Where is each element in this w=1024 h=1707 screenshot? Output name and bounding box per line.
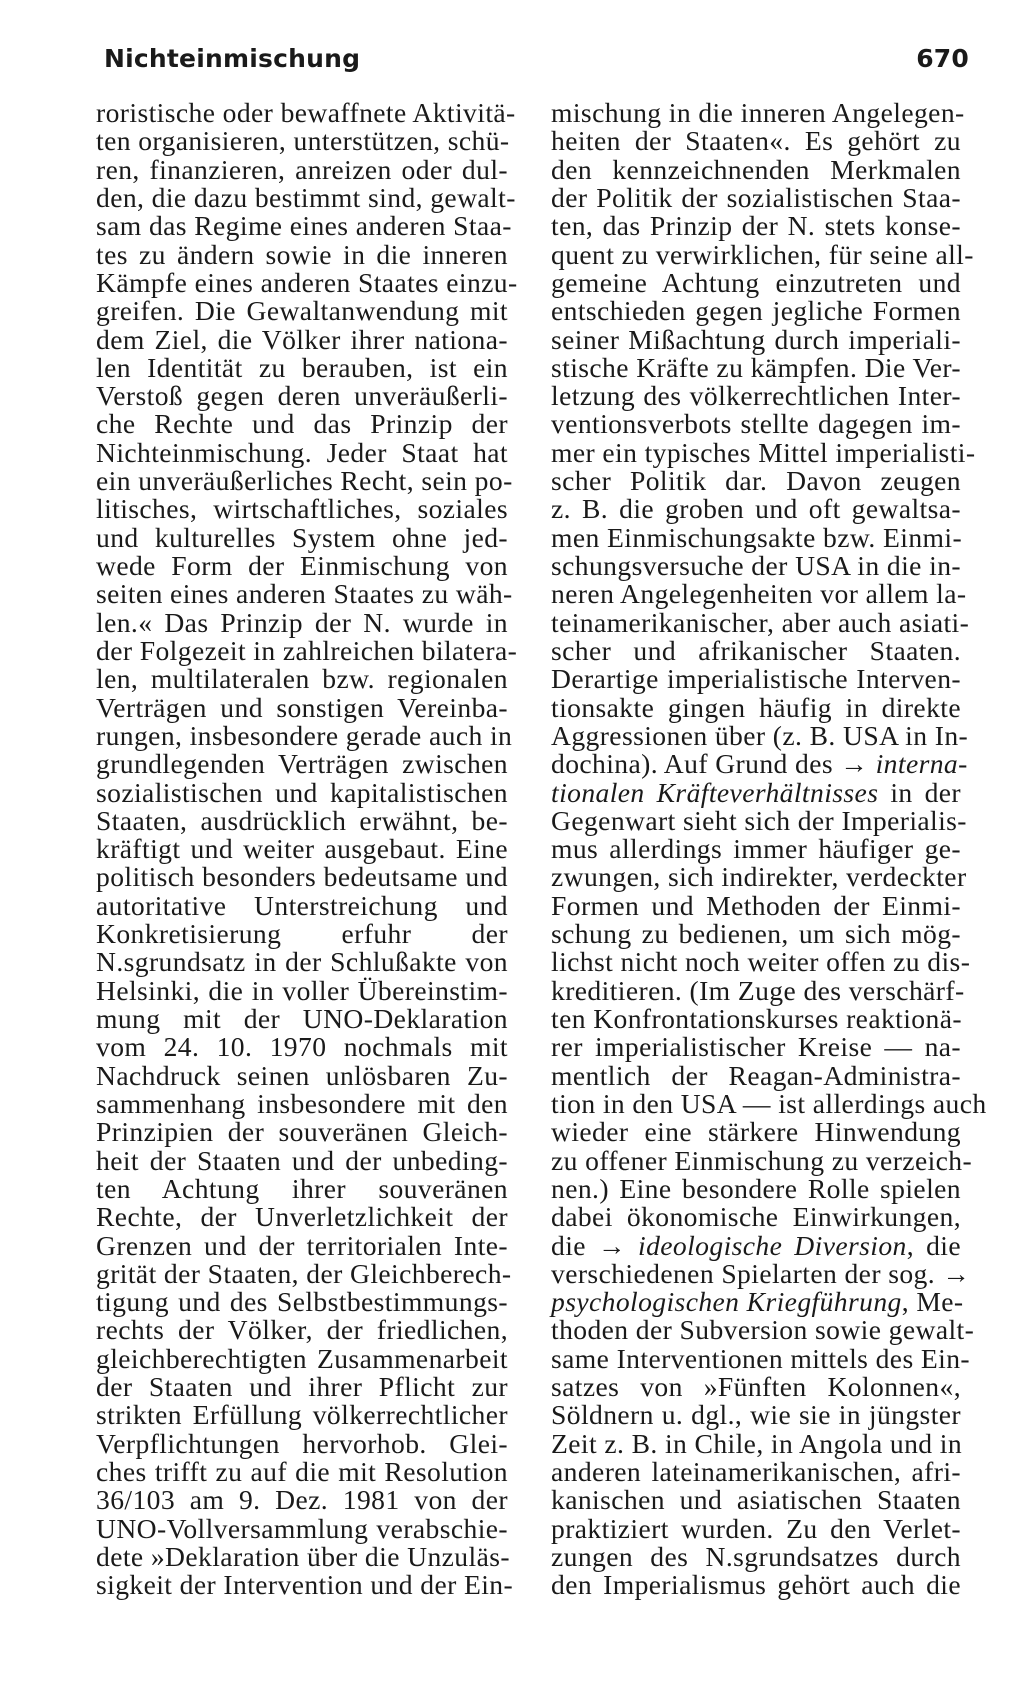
text-line: tion in den USA — ist allerdings auch — [551, 1087, 987, 1119]
text-line: UNO-Vollversammlung verabschie- — [96, 1512, 508, 1544]
text-line: Nichteinmischung. Jeder Staat hat — [96, 436, 508, 468]
text-line: rechts der Völker, der friedlichen, — [96, 1314, 508, 1346]
text-line: anderen lateinamerikanischen, afri- — [551, 1456, 961, 1487]
text-line: tigung und des Selbstbestimmungs- — [96, 1286, 508, 1318]
text-line: Rechte, der Unverletzlichkeit der — [96, 1201, 508, 1233]
text-line: roristische oder bewaffnete Aktivitä- — [96, 97, 516, 128]
text-line: same Interventionen mittels des Ein- — [551, 1342, 970, 1374]
text-line: teinamerikanischer, aber auch asiati- — [551, 606, 970, 638]
text-line: zwungen, sich indirekter, verdeckter — [551, 861, 967, 893]
text-line: psychologischen Kriegführung, Me- — [551, 1286, 964, 1318]
text-line: thoden der Subversion sowie gewalt- — [551, 1314, 975, 1346]
text-line: len, multilateralen bzw. regionalen — [96, 663, 508, 695]
text-line: Staaten, ausdrücklich erwähnt, be- — [96, 804, 508, 836]
text-line: wieder eine stärkere Hinwendung — [551, 1116, 961, 1148]
text-line: zungen des N.sgrundsatzes durch — [551, 1540, 961, 1572]
text-line: schung zu bedienen, um sich mög- — [551, 918, 961, 950]
text-line: wede Form der Einmischung von — [96, 550, 508, 581]
text-line: Kämpfe eines anderen Staates einzu- — [96, 266, 518, 298]
text-line: 36/103 am 9. Dez. 1981 von der — [96, 1484, 508, 1516]
text-line: rungen, insbesondere gerade auch in — [96, 719, 513, 751]
text-line: Verstoß gegen deren unveräußerli- — [96, 380, 508, 412]
text-line: zu offener Einmischung zu verzeich- — [551, 1144, 973, 1176]
text-line: gemeine Achtung einzutreten und — [551, 266, 961, 298]
text-line: z. B. die groben und oft gewaltsa- — [551, 493, 961, 525]
text-line: Zeit z. B. in Chile, in Angola und in — [551, 1427, 963, 1459]
text-line: sozialistischen und kapitalistischen — [96, 776, 508, 808]
text-line: che Rechte und das Prinzip der — [96, 408, 508, 440]
running-head-title: Nichteinmischung — [104, 44, 361, 73]
text-line: gleichberechtigten Zusammenarbeit — [96, 1342, 508, 1374]
text-line: litisches, wirtschaftliches, soziales — [96, 493, 508, 525]
text-line: ren, finanzieren, anreizen oder dul- — [96, 153, 508, 185]
text-line: grität der Staaten, der Gleichberech- — [96, 1257, 512, 1289]
text-line: dete »Deklaration über die Unzuläs- — [96, 1540, 510, 1572]
text-line: grundlegenden Verträgen zwischen — [96, 748, 508, 780]
text-line: vom 24. 10. 1970 nochmals mit — [96, 1031, 508, 1063]
text-line: ten Konfrontationskurses reaktionä- — [551, 1003, 962, 1034]
text-line: tionalen Kräfteverhältnisses in der — [551, 776, 961, 808]
text-line: die → ideologische Diversion, die — [551, 1229, 961, 1261]
text-line: Formen und Methoden der Einmi- — [551, 889, 961, 921]
text-line: mer ein typisches Mittel imperialisti- — [551, 436, 976, 468]
text-line: den kennzeichnenden Merkmalen — [551, 153, 961, 185]
text-line: ein unveräußerliches Recht, sein po- — [96, 465, 513, 497]
text-line: mentlich der Reagan-Administra- — [551, 1059, 961, 1091]
text-line: tionsakte gingen häufig in direkte — [551, 691, 961, 723]
text-line: quent zu verwirklichen, für seine all- — [551, 238, 974, 270]
text-line: ten, das Prinzip der N. stets konse- — [551, 210, 961, 242]
text-line: Verpflichtungen hervorhob. Glei- — [96, 1427, 508, 1459]
text-line: scher Politik dar. Davon zeugen — [551, 465, 961, 497]
text-line: ventionsverbots stellte dagegen im- — [551, 408, 961, 440]
text-line: len.« Das Prinzip der N. wurde in — [96, 606, 508, 638]
text-line: neren Angelegenheiten vor allem la- — [551, 578, 967, 610]
text-line: Prinzipien der souveränen Gleich- — [96, 1116, 508, 1148]
text-line: verschiedenen Spielarten der sog. → — [551, 1257, 971, 1289]
text-line: seiten eines anderen Staates zu wäh- — [96, 578, 513, 610]
text-line: dochina). Auf Grund des → interna- — [551, 748, 968, 780]
text-line: ten organisieren, unterstützen, schü- — [96, 125, 510, 157]
text-line: stische Kräfte zu kämpfen. Die Ver- — [551, 351, 961, 383]
text-line: ten Achtung ihrer souveränen — [96, 1172, 508, 1204]
text-line: kräftigt und weiter ausgebaut. Eine — [96, 833, 508, 865]
text-line: den, die dazu bestimmt sind, gewalt- — [96, 181, 516, 213]
text-line: schungsversuche der USA in die in- — [551, 550, 961, 581]
text-line: mung mit der UNO-Deklaration — [96, 1003, 508, 1034]
text-line: greifen. Die Gewaltanwendung mit — [96, 295, 508, 327]
text-column-right — [551, 97, 987, 1601]
text-line: politisch besonders bedeutsame und — [96, 861, 508, 893]
text-line: entschieden gegen jegliche Formen — [551, 295, 961, 327]
text-line: ches trifft zu auf die mit Resolution — [96, 1456, 508, 1487]
text-line: kanischen und asiatischen Staaten — [551, 1484, 961, 1516]
text-line: scher und afrikanischer Staaten. — [551, 634, 961, 666]
text-line: autoritative Unterstreichung und — [96, 889, 508, 921]
text-line: mischung in die inneren Angelegen- — [551, 97, 965, 128]
text-line: sigkeit der Intervention und der Ein- — [96, 1569, 514, 1601]
text-line: satzes von »Fünften Kolonnen«, — [551, 1371, 961, 1403]
text-line: sammenhang insbesondere mit den — [96, 1087, 508, 1119]
text-line: nen.) Eine besondere Rolle spielen — [551, 1172, 961, 1204]
text-line: men Einmischungsakte bzw. Einmi- — [551, 521, 963, 553]
text-line: und kulturelles System ohne jed- — [96, 521, 508, 553]
text-line: mus allerdings immer häufiger ge- — [551, 833, 961, 865]
page-number: 670 — [916, 44, 969, 73]
text-line: letzung des völkerrechtlichen Inter- — [551, 380, 961, 412]
text-column-left — [96, 97, 518, 1601]
text-line: dem Ziel, die Völker ihrer nationa- — [96, 323, 508, 355]
text-line: Helsinki, die in voller Übereinstim- — [96, 974, 508, 1006]
text-line: lichst nicht noch weiter offen zu dis- — [551, 946, 971, 978]
text-line: praktiziert wurden. Zu den Verlet- — [551, 1512, 961, 1544]
text-line: kreditieren. (Im Zuge des verschärf- — [551, 974, 965, 1006]
text-line: seiner Mißachtung durch imperiali- — [551, 323, 961, 355]
text-line: Aggressionen über (z. B. USA in In- — [551, 719, 969, 751]
text-line: rer imperialistischer Kreise — na- — [551, 1031, 961, 1063]
text-line: Konkretisierung erfuhr der — [96, 918, 508, 950]
text-line: der Folgezeit in zahlreichen bilatera- — [96, 634, 518, 666]
text-line: N.sgrundsatz in der Schlußakte von — [96, 946, 508, 978]
text-line: Verträgen und sonstigen Vereinba- — [96, 691, 508, 723]
text-line: den Imperialismus gehört auch die — [551, 1569, 961, 1601]
text-line: der Politik der sozialistischen Staa- — [551, 181, 961, 213]
text-line: heit der Staaten und der unbeding- — [96, 1144, 508, 1176]
text-line: Derartige imperialistische Interven- — [551, 663, 961, 695]
text-line: sam das Regime eines anderen Staa- — [96, 210, 512, 242]
text-line: Grenzen und der territorialen Inte- — [96, 1229, 508, 1261]
text-line: Gegenwart sieht sich der Imperialis- — [551, 804, 967, 836]
text-line: strikten Erfüllung völkerrechtlicher — [96, 1399, 508, 1431]
text-line: tes zu ändern sowie in die inneren — [96, 238, 508, 270]
text-line: Nachdruck seinen unlösbaren Zu- — [96, 1059, 508, 1091]
text-line: heiten der Staaten«. Es gehört zu — [551, 125, 961, 157]
text-line: Söldnern u. dgl., wie sie in jüngster — [551, 1399, 961, 1431]
text-line: dabei ökonomische Einwirkungen, — [551, 1201, 961, 1233]
text-line: der Staaten und ihrer Pflicht zur — [96, 1371, 508, 1403]
text-line: len Identität zu berauben, ist ein — [96, 351, 508, 383]
